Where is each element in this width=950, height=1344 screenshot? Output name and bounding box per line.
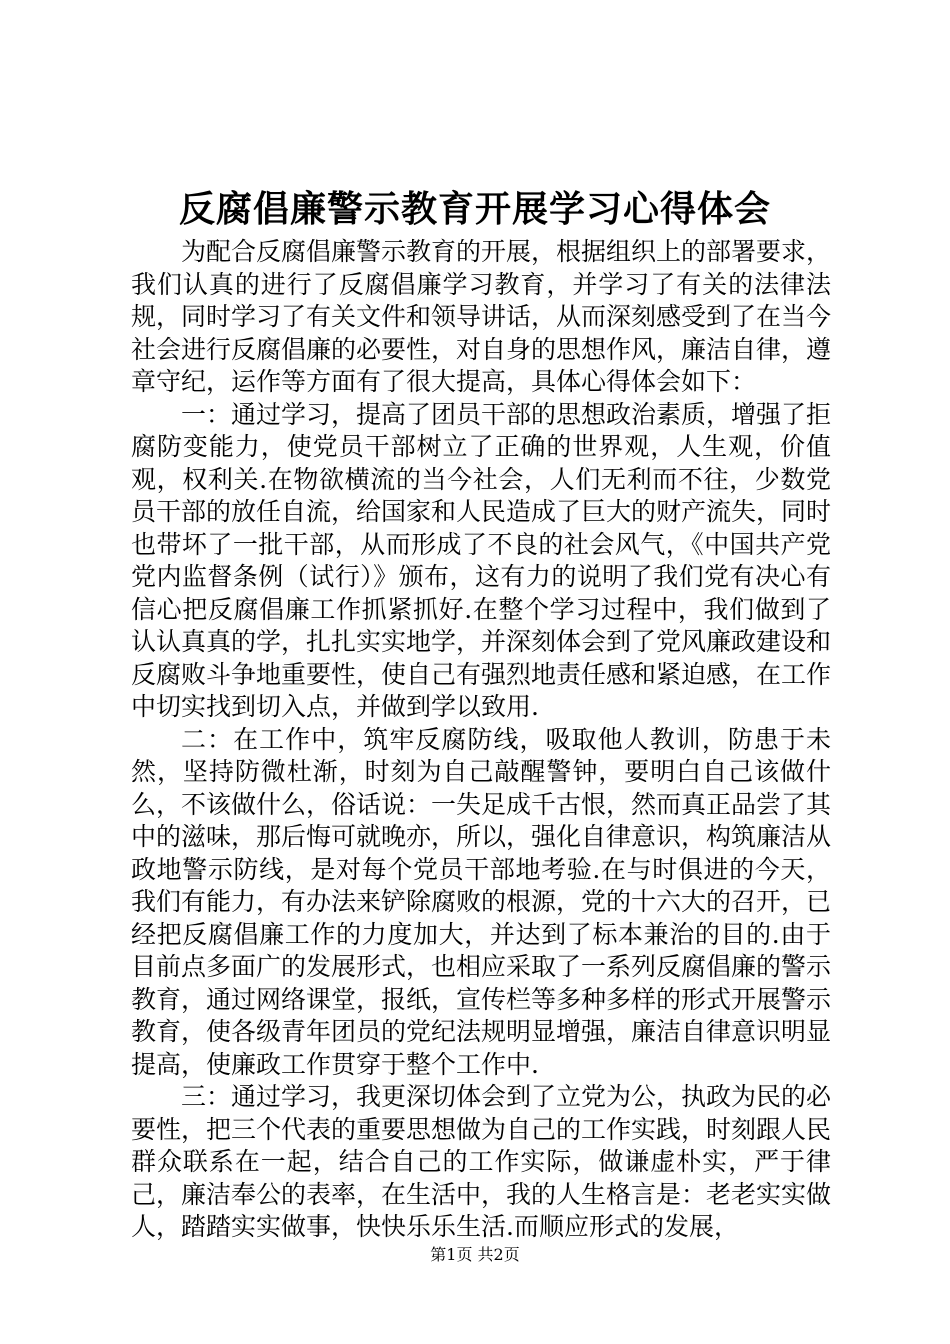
paragraph-point-three: 三：通过学习，我更深切体会到了立党为公，执政为民的必要性，把三个代表的重要思想做为自己的工作实践，时刻跟人民群众联系在一起，结合自己的工作实际，做谦虚朴实，严于律己，廉洁奉公的表率，在生活中，我的人生格言是：老老实实做人，踏踏实实做事，快快乐乐生活.而顺应形式的发展， bbox=[131, 1082, 832, 1241]
document-title: 反腐倡廉警示教育开展学习心得体会 bbox=[178, 188, 771, 230]
paragraph-point-two: 二：在工作中，筑牢反腐防线，吸取他人教训，防患于未然，坚持防微杜渐，时刻为自己敲醒警钟，要明白自己该做什么，不该做什么，俗话说：一失足成千古恨，然而真正品尝了其中的滋味，那后悔可就晚亦，所以，强化自律意识，构筑廉洁从政地警示防线，是对每个党员干部地考验.在与时俱进的今天，我们有能力，有办法来铲除腐败的根源，党的十六大的召开，已经把反腐倡廉工作的力度加大，并达到了标本兼治的目的.由于目前点多面广的发展形式，也相应采取了一系列反腐倡廉的警示教育，通过网络课堂，报纸，宣传栏等多种多样的形式开展警示教育，使各级青年团员的党纪法规明显增强，廉洁自律意识明显提高，使廉政工作贯穿于整个工作中. bbox=[131, 724, 832, 1079]
page-number-footer: 第1页 共2页 bbox=[430, 1245, 520, 1264]
paragraph-point-one: 一：通过学习，提高了团员干部的思想政治素质，增强了拒腐防变能力，使党员干部树立了正确的世界观，人生观，价值观，权利关.在物欲横流的当今社会，人们无利而不往，少数党员干部的放任自流，给国家和人民造成了巨大的财产流失，同时也带坏了一批干部，从而形成了不良的社会风气，《中国共产党党内监督条例（试行）》颁布，这有力的说明了我们党有决心有信心把反腐倡廉工作抓紧抓好.在整个学习过程中，我们做到了认认真真的学，扎扎实实地学，并深刻体会到了党风廉政建设和反腐败斗争地重要性，使自己有强烈地责任感和紧迫感，在工作中切实找到切入点，并做到学以致用. bbox=[131, 399, 832, 721]
paragraph-intro: 为配合反腐倡廉警示教育的开展，根据组织上的部署要求，我们认真的进行了反腐倡廉学习教育，并学习了有关的法律法规，同时学习了有关文件和领导讲话，从而深刻感受到了在当今社会进行反腐倡廉的必要性，对自身的思想作风，廉洁自律，遵章守纪，运作等方面有了很大提高，具体心得体会如下： bbox=[131, 237, 832, 396]
document-body bbox=[131, 236, 831, 1244]
